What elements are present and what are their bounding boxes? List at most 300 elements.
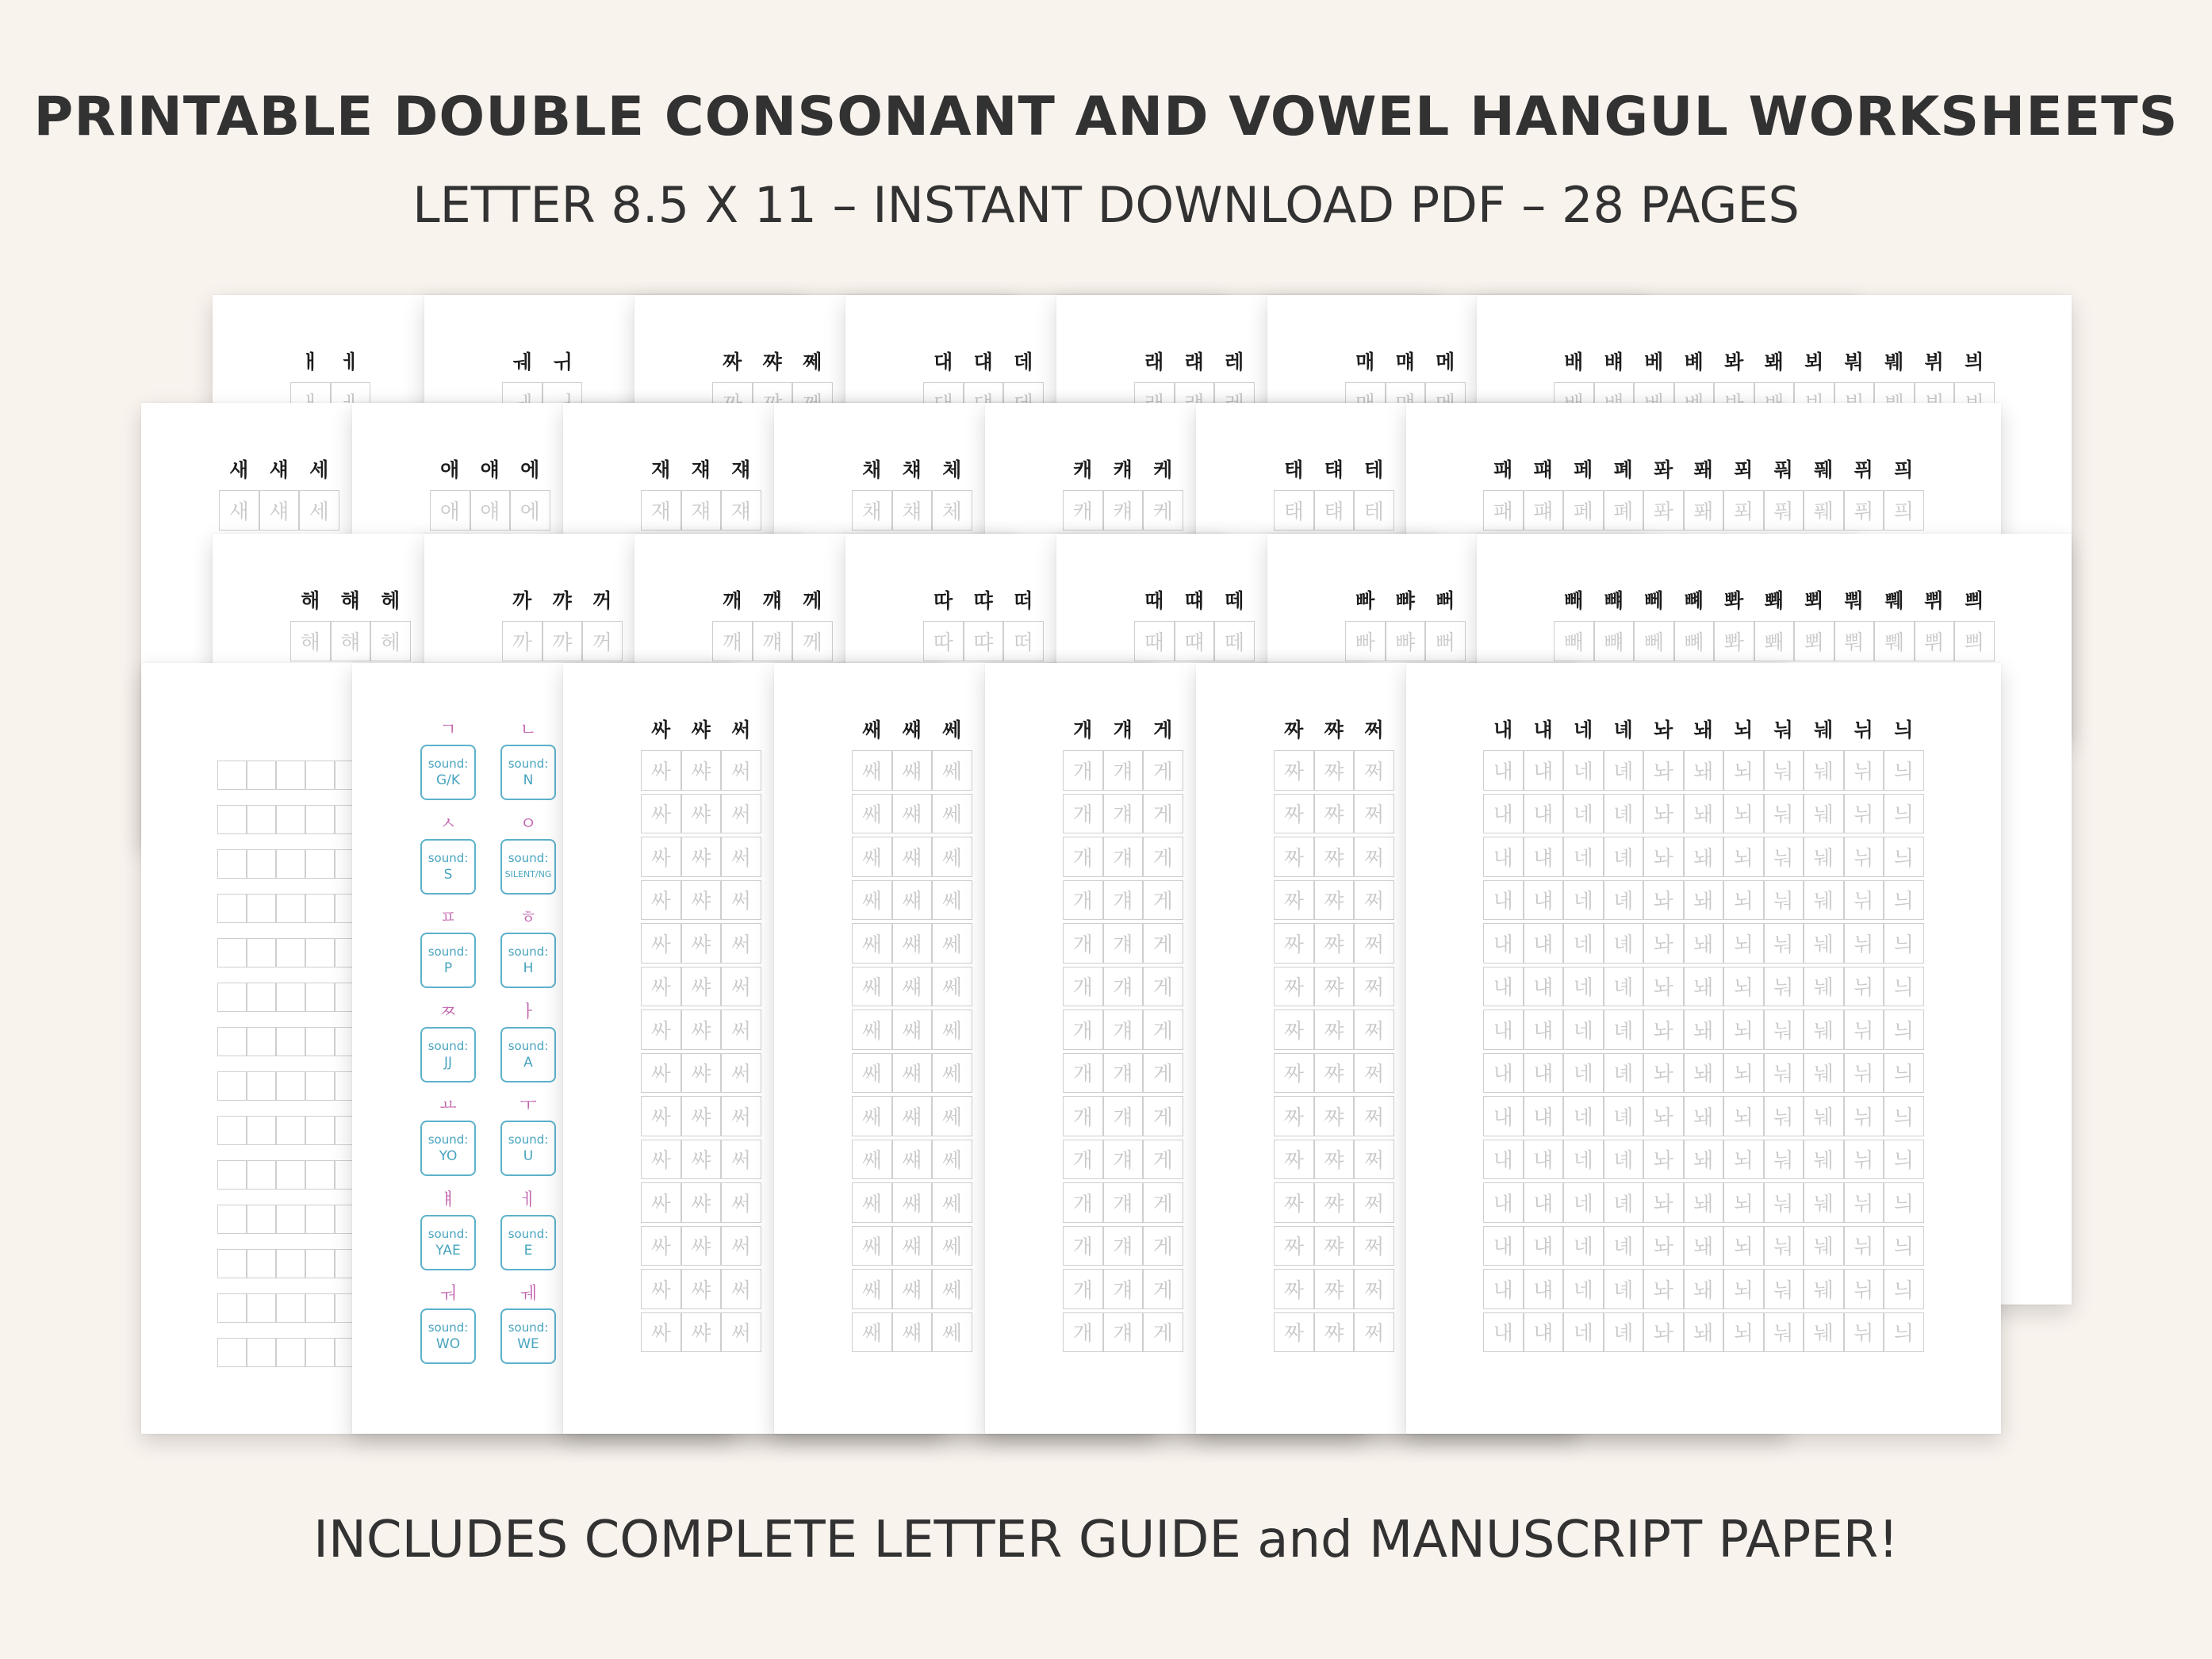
trace-cell: 늬: [1884, 1010, 1924, 1050]
letter-header: 쟤: [691, 458, 711, 481]
trace-cell: 쨔: [1314, 1182, 1355, 1223]
trace-cell: 눼: [1804, 1010, 1844, 1050]
trace-cell: 퍠: [1524, 490, 1564, 531]
guide-letter: ㅅ: [439, 814, 457, 834]
guide-sound-label: sound:: [427, 757, 469, 771]
manuscript-cell: [276, 1205, 305, 1234]
letter-header: 썌: [902, 718, 922, 741]
trace-cell: 눠: [1764, 1182, 1804, 1223]
trace-cell: 걔: [1103, 1140, 1144, 1180]
manuscript-cell: [247, 1293, 276, 1323]
trace-cell: 네: [1563, 750, 1604, 791]
trace-cell: 쨔: [1314, 923, 1355, 964]
trace-cell: 썌: [892, 837, 933, 877]
trace-cell: 써: [721, 1096, 761, 1136]
trace-cell: 놔: [1643, 750, 1684, 791]
trace-cell: 짜: [1274, 1182, 1314, 1223]
trace-cell: 개: [1063, 967, 1103, 1007]
guide-sound-value: G/K: [435, 772, 461, 788]
manuscript-cell: [276, 1116, 305, 1145]
trace-cell: 놔: [1643, 967, 1684, 1007]
manuscript-cell: [247, 1249, 276, 1278]
trace-cell: 놰: [1684, 1269, 1724, 1309]
letter-header: 걔: [1113, 718, 1133, 741]
trace-cell: 써: [721, 1182, 761, 1223]
trace-cell: 개: [1063, 1182, 1103, 1223]
manuscript-cell: [217, 1071, 247, 1101]
trace-cell: 깨: [712, 621, 753, 661]
guide-sound-box: [500, 933, 556, 988]
letter-header: 데: [1014, 351, 1033, 374]
trace-cell: 눼: [1804, 750, 1844, 791]
letter-header: 까: [512, 589, 532, 612]
trace-cell: 쌰: [681, 1312, 722, 1353]
letter-header: 써: [731, 718, 751, 741]
trace-cell: 픠: [1884, 490, 1924, 531]
trace-cell: 걔: [1103, 967, 1144, 1007]
manuscript-cell: [276, 938, 305, 967]
trace-cell: 뾔: [1794, 621, 1834, 661]
trace-cell: 눼: [1804, 1053, 1844, 1094]
trace-cell: 싸: [641, 967, 681, 1007]
trace-cell: 쌰: [681, 1096, 722, 1136]
guide-sound-value: YAE: [435, 1242, 461, 1259]
guide-sound-label: sound:: [508, 1132, 549, 1147]
letter-header: 쩨: [803, 351, 822, 374]
trace-cell: 쌰: [681, 837, 722, 877]
trace-cell: 짜: [1274, 1269, 1314, 1309]
letter-header: 께: [803, 589, 822, 612]
trace-cell: 써: [721, 1269, 761, 1309]
letter-header: 꺠: [762, 589, 782, 612]
guide-sound-box: [500, 1215, 556, 1270]
trace-cell: 땨: [964, 621, 1004, 661]
trace-cell: 쌰: [681, 1226, 722, 1266]
trace-cell: 눠: [1764, 1140, 1804, 1180]
trace-cell: 때: [1134, 621, 1175, 661]
trace-cell: 쎄: [932, 1182, 972, 1223]
trace-cell: 썌: [892, 750, 933, 791]
trace-cell: 늬: [1884, 837, 1924, 877]
trace-cell: 게: [1143, 1010, 1183, 1050]
trace-cell: 쩌: [1354, 1096, 1394, 1136]
trace-cell: 냬: [1524, 1096, 1564, 1136]
letter-header: 애: [440, 458, 460, 481]
trace-cell: 쎄: [932, 750, 972, 791]
letter-header: 깨: [723, 589, 742, 612]
letter-header: 놔: [1654, 718, 1673, 741]
letter-header: 퍠: [1533, 458, 1553, 481]
trace-cell: 쌰: [681, 1269, 722, 1309]
trace-cell: 떠: [1003, 621, 1044, 661]
letter-header: 쩌: [1364, 718, 1384, 741]
trace-cell: 썌: [892, 923, 933, 964]
trace-cell: 내: [1483, 1140, 1524, 1180]
letter-header: 쀠: [1924, 589, 1944, 612]
trace-cell: 뇌: [1723, 837, 1764, 877]
trace-cell: 냬: [1524, 923, 1564, 964]
letter-header: 뾔: [1804, 589, 1824, 612]
trace-cell: 쩌: [1354, 837, 1394, 877]
trace-cell: 개: [1063, 880, 1103, 921]
worksheet-page: [1406, 663, 2001, 1434]
trace-cell: 쌔: [852, 1269, 892, 1309]
trace-cell: 녜: [1604, 1269, 1644, 1309]
trace-cell: 눼: [1804, 837, 1844, 877]
trace-cell: 내: [1483, 794, 1524, 834]
letter-header: 눠: [1773, 718, 1793, 741]
guide-sound-box: [420, 1308, 476, 1364]
trace-cell: 짜: [1274, 750, 1314, 791]
trace-cell: 패: [1483, 490, 1524, 531]
trace-cell: 턔: [1314, 490, 1355, 531]
trace-cell: 쩌: [1354, 923, 1394, 964]
trace-cell: 늬: [1884, 1312, 1924, 1353]
trace-cell: 퓌: [1844, 490, 1884, 531]
letter-header: 봬: [1764, 351, 1784, 374]
manuscript-cell: [305, 894, 335, 923]
trace-cell: 쌔: [852, 1312, 892, 1353]
letter-header: 섀: [269, 458, 289, 481]
trace-cell: 놔: [1643, 1096, 1684, 1136]
trace-cell: 내: [1483, 967, 1524, 1007]
guide-sound-box: [500, 1121, 556, 1176]
manuscript-cell: [247, 849, 276, 879]
guide-sound-label: sound:: [508, 1320, 549, 1335]
manuscript-cell: [305, 1116, 335, 1145]
trace-cell: 놰: [1684, 1182, 1724, 1223]
manuscript-cell: [276, 805, 305, 834]
trace-cell: 뇌: [1723, 1053, 1764, 1094]
manuscript-cell: [247, 894, 276, 923]
guide-letter: ㅝ: [439, 1284, 457, 1304]
trace-cell: 냬: [1524, 1269, 1564, 1309]
manuscript-cell: [276, 761, 305, 790]
letter-header: 래: [1144, 351, 1164, 374]
trace-cell: 페: [1563, 490, 1604, 531]
trace-cell: 챼: [892, 490, 933, 531]
letter-header: 뿨: [1844, 589, 1864, 612]
letter-header: 테: [1364, 458, 1384, 481]
trace-cell: 게: [1143, 1053, 1183, 1094]
trace-cell: 개: [1063, 923, 1103, 964]
trace-cell: 냬: [1524, 880, 1564, 921]
trace-cell: 놰: [1684, 880, 1724, 921]
trace-cell: 퐤: [1684, 490, 1724, 531]
trace-cell: 늬: [1884, 1096, 1924, 1136]
letter-header: 캐: [1073, 458, 1093, 481]
trace-cell: 쨔: [1314, 1140, 1355, 1180]
manuscript-cell: [276, 1071, 305, 1101]
letter-header: 턔: [1324, 458, 1344, 481]
trace-cell: 뇌: [1723, 880, 1764, 921]
trace-cell: 게: [1143, 794, 1183, 834]
trace-cell: 냬: [1524, 794, 1564, 834]
trace-cell: 쟤: [681, 490, 722, 531]
trace-cell: 개: [1063, 1140, 1103, 1180]
guide-letter: ㅞ: [519, 1284, 537, 1304]
trace-cell: 녜: [1604, 923, 1644, 964]
trace-cell: 눠: [1764, 880, 1804, 921]
trace-cell: 쌰: [681, 1182, 722, 1223]
trace-cell: 걔: [1103, 1182, 1144, 1223]
trace-cell: 컈: [1103, 490, 1144, 531]
trace-cell: 내: [1483, 1312, 1524, 1353]
trace-cell: 써: [721, 837, 761, 877]
trace-cell: 에: [510, 490, 550, 531]
trace-cell: 놰: [1684, 750, 1724, 791]
trace-cell: 테: [1354, 490, 1394, 531]
letter-header: 붜: [1844, 351, 1864, 374]
trace-cell: 쩌: [1354, 750, 1394, 791]
trace-cell: 늬: [1884, 750, 1924, 791]
trace-cell: 놔: [1643, 794, 1684, 834]
letter-header: 뼤: [1684, 589, 1704, 612]
letter-header: 케: [1153, 458, 1173, 481]
trace-cell: 냬: [1524, 750, 1564, 791]
letter-header: 꺼: [592, 589, 612, 612]
manuscript-cell: [217, 1160, 247, 1190]
guide-letter: ㄱ: [439, 720, 457, 740]
guide-sound-box: [420, 745, 476, 800]
trace-cell: 네: [1563, 1053, 1604, 1094]
trace-cell: 쌔: [852, 967, 892, 1007]
trace-cell: 뻬: [1634, 621, 1674, 661]
trace-cell: 까: [502, 621, 542, 661]
trace-cell: 케: [1143, 490, 1183, 531]
trace-cell: 놰: [1684, 1312, 1724, 1353]
manuscript-cell: [276, 1293, 305, 1323]
manuscript-cell: [305, 805, 335, 834]
trace-cell: 녜: [1604, 1182, 1644, 1223]
trace-cell: 새: [219, 490, 259, 531]
trace-cell: 싸: [641, 1053, 681, 1094]
trace-cell: 게: [1143, 1226, 1183, 1266]
trace-cell: 퐈: [1643, 490, 1684, 531]
trace-cell: 뉘: [1844, 1269, 1884, 1309]
page-title: PRINTABLE DOUBLE CONSONANT AND VOWEL HANGUL WORKSHEETS: [33, 86, 2179, 148]
trace-cell: 싸: [641, 923, 681, 964]
trace-cell: 쌔: [852, 1096, 892, 1136]
trace-cell: 게: [1143, 1096, 1183, 1136]
trace-cell: 쩌: [1354, 1226, 1394, 1266]
guide-sound-value: P: [443, 960, 453, 976]
letter-header: 때: [1144, 589, 1164, 612]
letter-header: ㅞ: [512, 351, 532, 374]
letter-header: 태: [1284, 458, 1304, 481]
trace-cell: 눼: [1804, 1096, 1844, 1136]
manuscript-cell: [217, 1027, 247, 1056]
letter-header: 퓌: [1854, 458, 1873, 481]
trace-cell: 썌: [892, 1312, 933, 1353]
letter-header: 새: [229, 458, 249, 481]
guide-sound-box: [500, 745, 556, 800]
trace-cell: 네: [1563, 1312, 1604, 1353]
guide-sound-value: JJ: [443, 1054, 453, 1071]
trace-cell: 썌: [892, 1010, 933, 1050]
trace-cell: 쌰: [681, 794, 722, 834]
guide-letter: ㅎ: [519, 908, 537, 928]
trace-cell: 뉘: [1844, 880, 1884, 921]
letter-header: 대: [933, 351, 953, 374]
letter-header: 페: [1574, 458, 1593, 481]
trace-cell: 놔: [1643, 923, 1684, 964]
trace-cell: 개: [1063, 1010, 1103, 1050]
manuscript-cell: [305, 1249, 335, 1278]
trace-cell: 쨔: [1314, 837, 1355, 877]
trace-cell: 뇌: [1723, 1312, 1764, 1353]
letter-header: ㅐ: [301, 351, 320, 374]
trace-cell: 쌰: [681, 923, 722, 964]
letter-header: 쨔: [1324, 718, 1344, 741]
trace-cell: 얘: [470, 490, 511, 531]
trace-cell: 눼: [1804, 1269, 1844, 1309]
guide-sound-box: [500, 1308, 556, 1364]
trace-cell: 뼤: [1674, 621, 1715, 661]
trace-cell: 게: [1143, 1182, 1183, 1223]
manuscript-cell: [305, 1293, 335, 1323]
trace-cell: 쨔: [1314, 1010, 1355, 1050]
trace-cell: 눠: [1764, 750, 1804, 791]
trace-cell: 썌: [892, 1053, 933, 1094]
manuscript-cell: [217, 1116, 247, 1145]
guide-sound-label: sound:: [427, 1132, 469, 1147]
trace-cell: 뿨: [1834, 621, 1875, 661]
trace-cell: 뉘: [1844, 837, 1884, 877]
trace-cell: 쩌: [1354, 1053, 1394, 1094]
trace-cell: 짜: [1274, 1096, 1314, 1136]
letter-header: 뽜: [1724, 589, 1744, 612]
trace-cell: 뇌: [1723, 794, 1764, 834]
trace-cell: 께: [792, 621, 833, 661]
manuscript-cell: [217, 761, 247, 790]
trace-cell: 햬: [331, 621, 371, 661]
trace-cell: 쌔: [852, 1182, 892, 1223]
letter-header: 배: [1564, 351, 1584, 374]
trace-cell: 뉘: [1844, 923, 1884, 964]
trace-cell: 쎄: [932, 1269, 972, 1309]
trace-cell: 내: [1483, 923, 1524, 964]
trace-cell: 눠: [1764, 923, 1804, 964]
trace-cell: 쎄: [932, 1226, 972, 1266]
trace-cell: 쩌: [1354, 1182, 1394, 1223]
trace-cell: 녜: [1604, 1140, 1644, 1180]
letter-header: 재: [651, 458, 671, 481]
letter-header: 싸: [651, 718, 671, 741]
trace-cell: 놔: [1643, 1182, 1684, 1223]
manuscript-cell: [247, 1205, 276, 1234]
trace-cell: 눠: [1764, 794, 1804, 834]
trace-cell: 뉘: [1844, 1312, 1884, 1353]
trace-cell: 뇌: [1723, 1096, 1764, 1136]
trace-cell: 게: [1143, 1140, 1183, 1180]
letter-header: 채: [862, 458, 882, 481]
letter-header: 풰: [1814, 458, 1834, 481]
letter-header: 베: [1644, 351, 1664, 374]
letter-header: 풔: [1773, 458, 1793, 481]
letter-header: 뺴: [1604, 589, 1624, 612]
manuscript-cell: [217, 894, 247, 923]
page-subtitle: LETTER 8.5 X 11 – INSTANT DOWNLOAD PDF – 28 PAGES: [412, 176, 1800, 234]
letter-header: 폐: [1613, 458, 1633, 481]
manuscript-cell: [276, 1338, 305, 1367]
guide-letter: ㅒ: [439, 1190, 457, 1210]
trace-cell: 네: [1563, 1096, 1604, 1136]
trace-cell: 쨔: [1314, 794, 1355, 834]
manuscript-cell: [247, 1071, 276, 1101]
trace-cell: 냬: [1524, 1312, 1564, 1353]
trace-cell: 쎄: [932, 1312, 972, 1353]
guide-letter: ㅛ: [439, 1096, 457, 1116]
trace-cell: 뇌: [1723, 1269, 1764, 1309]
trace-cell: 놔: [1643, 1269, 1684, 1309]
letter-header: 매: [1355, 351, 1375, 374]
trace-cell: 녜: [1604, 967, 1644, 1007]
trace-cell: 늬: [1884, 1182, 1924, 1223]
trace-cell: 놰: [1684, 1226, 1724, 1266]
trace-cell: 놔: [1643, 1140, 1684, 1180]
trace-cell: 걔: [1103, 1053, 1144, 1094]
trace-cell: 쩌: [1354, 1269, 1394, 1309]
manuscript-cell: [247, 1027, 276, 1056]
letter-header: 댸: [973, 351, 993, 374]
trace-cell: 눼: [1804, 967, 1844, 1007]
trace-cell: 게: [1143, 923, 1183, 964]
trace-cell: 뉘: [1844, 1010, 1884, 1050]
guide-sound-box: [500, 1027, 556, 1082]
trace-cell: 떼: [1214, 621, 1255, 661]
letter-header: 쨔: [762, 351, 782, 374]
trace-cell: 쎄: [932, 1096, 972, 1136]
trace-cell: 늬: [1884, 1269, 1924, 1309]
trace-cell: 써: [721, 880, 761, 921]
trace-cell: 놔: [1643, 880, 1684, 921]
trace-cell: 녜: [1604, 750, 1644, 791]
trace-cell: 놰: [1684, 794, 1724, 834]
trace-cell: 네: [1563, 923, 1604, 964]
trace-cell: 뻐: [1425, 621, 1466, 661]
trace-cell: 냬: [1524, 1140, 1564, 1180]
letter-header: 해: [301, 589, 320, 612]
trace-cell: 썌: [892, 967, 933, 1007]
trace-cell: 게: [1143, 837, 1183, 877]
guide-sound-value: WE: [517, 1336, 539, 1352]
trace-cell: 쌰: [681, 1053, 722, 1094]
manuscript-cell: [247, 1160, 276, 1190]
trace-cell: 쩌: [1354, 1312, 1394, 1353]
manuscript-cell: [217, 805, 247, 834]
trace-cell: 쎄: [932, 837, 972, 877]
guide-sound-label: sound:: [427, 1226, 469, 1241]
trace-cell: 풰: [1804, 490, 1844, 531]
trace-cell: 녜: [1604, 1226, 1644, 1266]
letter-header: 떠: [1014, 589, 1033, 612]
manuscript-cell: [305, 938, 335, 967]
trace-cell: 쀠: [1915, 621, 1955, 661]
trace-cell: 눠: [1764, 1010, 1804, 1050]
guide-sound-box: [420, 839, 476, 895]
trace-cell: 뇌: [1723, 967, 1764, 1007]
trace-cell: 쌔: [852, 1226, 892, 1266]
trace-cell: 눠: [1764, 1226, 1804, 1266]
manuscript-cell: [276, 894, 305, 923]
trace-cell: 싸: [641, 1140, 681, 1180]
letter-header: 쌔: [862, 718, 882, 741]
letter-header: 짜: [1284, 718, 1304, 741]
trace-cell: 놰: [1684, 837, 1724, 877]
trace-cell: 짜: [1274, 1010, 1314, 1050]
guide-sound-label: sound:: [427, 1320, 469, 1335]
